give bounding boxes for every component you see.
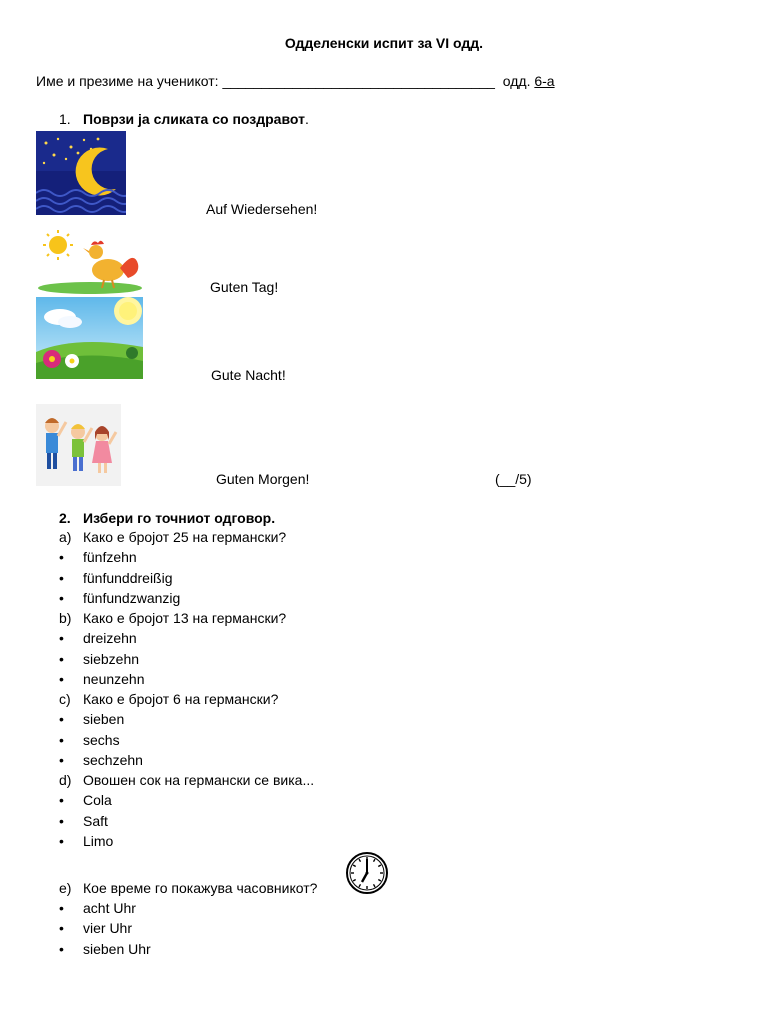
- question-b-text: Како е бројот 13 на германски?: [83, 610, 287, 626]
- option-text: vier Uhr: [83, 920, 133, 936]
- option-text: sieben Uhr: [83, 941, 151, 957]
- option-text: sechs: [83, 732, 120, 748]
- greeting-1: Auf Wiedersehen!: [206, 201, 318, 217]
- bullet: •: [59, 900, 64, 916]
- bullet: •: [59, 549, 64, 565]
- option-text: dreizehn: [83, 630, 137, 646]
- option-text: sieben: [83, 711, 125, 727]
- option-text: sechzehn: [83, 752, 143, 768]
- option-text: Cola: [83, 792, 112, 808]
- q1-instruction: Поврзи ја сликата со поздравот: [83, 111, 305, 127]
- option-d2: [59, 811, 108, 831]
- option-b2: [59, 649, 139, 669]
- greeting-4: Guten Morgen!: [216, 471, 310, 487]
- option-b1: [59, 628, 137, 648]
- q2-heading: [59, 508, 275, 528]
- option-c2: [59, 730, 120, 750]
- bullet: •: [59, 813, 64, 829]
- option-d1: [59, 790, 112, 810]
- q1-heading: [59, 111, 309, 127]
- option-d3: [59, 831, 113, 851]
- name-blank: ___________________________________: [222, 73, 495, 89]
- student-name-line: [36, 73, 555, 89]
- question-e-text: Кое време го покажува часовникот?: [83, 880, 318, 896]
- question-a-text: Како е бројот 25 на германски?: [83, 529, 287, 545]
- q2-number: 2.: [59, 510, 71, 526]
- bullet: •: [59, 752, 64, 768]
- bullet: •: [59, 711, 64, 727]
- question-d: [59, 770, 314, 790]
- option-text: fünfundzwanzig: [83, 590, 181, 606]
- page-title: Одделенски испит за VI одд.: [284, 35, 484, 51]
- question-d-text: Овошен сок на германски се вика...: [83, 772, 315, 788]
- question-c-text: Како е бројот 6 на германски?: [83, 691, 279, 707]
- q2-instruction: Избери го точниот одговор.: [83, 510, 276, 526]
- question-a-marker: a): [59, 529, 72, 545]
- bullet: •: [59, 671, 64, 687]
- bullet: •: [59, 941, 64, 957]
- option-text: fünfzehn: [83, 549, 137, 565]
- option-b3: [59, 669, 145, 689]
- question-c: [59, 689, 278, 709]
- bullet: •: [59, 570, 64, 586]
- bullet: •: [59, 732, 64, 748]
- option-e2: [59, 918, 132, 938]
- sunny-meadow-picture: [36, 297, 143, 379]
- class-label: одд.: [502, 73, 531, 89]
- q1-score: (__/5): [495, 471, 532, 487]
- children-waving-picture: [36, 404, 121, 486]
- clock-icon: [344, 851, 390, 895]
- name-label: Име и презиме на ученикот:: [36, 73, 219, 89]
- option-e1: [59, 898, 136, 918]
- question-b: [59, 608, 286, 628]
- greeting-2: Guten Tag!: [210, 279, 279, 295]
- bullet: •: [59, 651, 64, 667]
- bullet: •: [59, 833, 64, 849]
- option-a1: [59, 547, 137, 567]
- option-text: Saft: [83, 813, 108, 829]
- class-value: 6-а: [534, 73, 555, 89]
- question-e: [59, 878, 317, 898]
- option-c1: [59, 709, 124, 729]
- night-moon-picture: [36, 131, 126, 215]
- option-c3: [59, 750, 143, 770]
- q1-period: .: [304, 111, 309, 127]
- q1-number: 1.: [59, 111, 71, 127]
- question-d-marker: d): [59, 772, 72, 788]
- bullet: •: [59, 920, 64, 936]
- bullet: •: [59, 590, 64, 606]
- option-text: siebzehn: [83, 651, 140, 667]
- option-a3: [59, 588, 180, 608]
- option-text: acht Uhr: [83, 900, 136, 916]
- option-text: neunzehn: [83, 671, 145, 687]
- option-e3: [59, 939, 151, 959]
- rooster-sun-picture: [38, 228, 142, 294]
- option-text: Limo: [83, 833, 114, 849]
- greeting-3: Gute Nacht!: [211, 367, 286, 383]
- question-b-marker: b): [59, 610, 72, 626]
- bullet: •: [59, 792, 64, 808]
- option-text: fünfunddreißig: [83, 570, 173, 586]
- question-a: [59, 527, 286, 547]
- bullet: •: [59, 630, 64, 646]
- question-e-marker: e): [59, 880, 72, 896]
- option-a2: [59, 568, 173, 588]
- question-c-marker: c): [59, 691, 71, 707]
